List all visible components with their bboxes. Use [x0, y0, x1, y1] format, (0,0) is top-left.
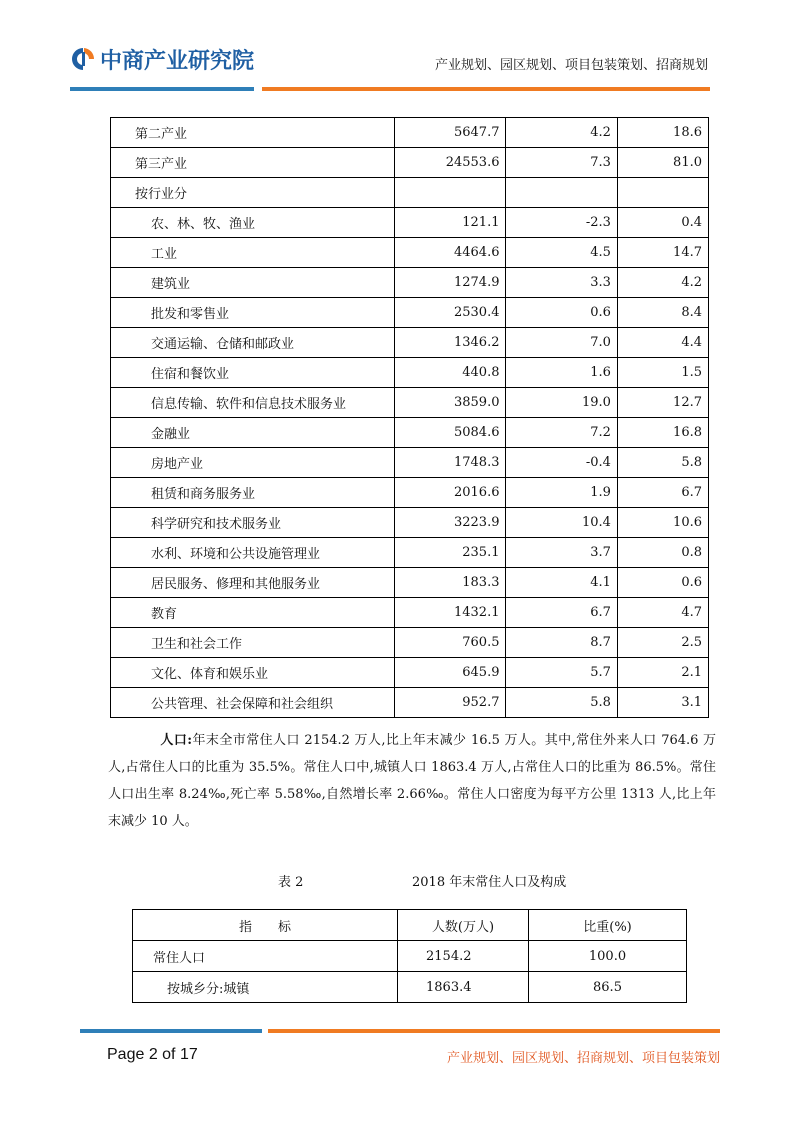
- header-indicator: 指 标: [133, 910, 398, 941]
- table-row: [111, 688, 709, 718]
- population-paragraph: [108, 727, 716, 835]
- table-row: [111, 388, 709, 418]
- table-row: [111, 478, 709, 508]
- row-share: 4.2: [617, 268, 708, 298]
- row-name: 卫生和社会工作: [111, 628, 395, 658]
- header-count: 人数(万人): [398, 910, 529, 941]
- row-value: 235.1: [395, 538, 506, 568]
- row-growth: 5.7: [506, 658, 617, 688]
- row-value: [395, 178, 506, 208]
- row-value: 760.5: [395, 628, 506, 658]
- table2-caption-label: 表 2: [278, 875, 304, 890]
- row-growth: 5.8: [506, 688, 617, 718]
- row-growth: 0.6: [506, 298, 617, 328]
- header-share: 比重(%): [529, 910, 687, 941]
- row-name: 按行业分: [111, 178, 395, 208]
- row-growth: [506, 178, 617, 208]
- table-row: [111, 268, 709, 298]
- row-value: 4464.6: [395, 238, 506, 268]
- table2-caption-title: 2018 年末常住人口及构成: [412, 875, 567, 890]
- row-count: 2154.2: [398, 941, 529, 972]
- row-growth: 3.3: [506, 268, 617, 298]
- table-row: [133, 941, 687, 972]
- row-value: 645.9: [395, 658, 506, 688]
- row-share: 6.7: [617, 478, 708, 508]
- row-growth: 4.1: [506, 568, 617, 598]
- company-logo: [70, 44, 254, 74]
- row-name: 水利、环境和公共设施管理业: [111, 538, 395, 568]
- row-name: 农、林、牧、渔业: [111, 208, 395, 238]
- row-value: 183.3: [395, 568, 506, 598]
- row-count: 1863.4: [398, 972, 529, 1003]
- row-growth: 6.7: [506, 598, 617, 628]
- table-row: [111, 328, 709, 358]
- table-row: [111, 298, 709, 328]
- row-growth: -0.4: [506, 448, 617, 478]
- table-row: [111, 208, 709, 238]
- row-name: 科学研究和技术服务业: [111, 508, 395, 538]
- table-row: [133, 972, 687, 1003]
- row-name: 公共管理、社会保障和社会组织: [111, 688, 395, 718]
- row-growth: 1.9: [506, 478, 617, 508]
- row-share: 4.4: [617, 328, 708, 358]
- table-row: [111, 508, 709, 538]
- row-name: 常住人口: [133, 941, 398, 972]
- row-growth: 4.5: [506, 238, 617, 268]
- row-share: 8.4: [617, 298, 708, 328]
- row-share: 81.0: [617, 148, 708, 178]
- row-name: 第三产业: [111, 148, 395, 178]
- logo-mark-icon: [70, 46, 96, 72]
- row-name: 居民服务、修理和其他服务业: [111, 568, 395, 598]
- table-row: [111, 358, 709, 388]
- population-table: [132, 909, 687, 1003]
- row-name: 租赁和商务服务业: [111, 478, 395, 508]
- table-row: [111, 658, 709, 688]
- row-growth: 7.0: [506, 328, 617, 358]
- row-value: 2530.4: [395, 298, 506, 328]
- header-divider-blue: [70, 87, 254, 91]
- footer-tagline: 产业规划、园区规划、招商规划、项目包装策划: [446, 1051, 720, 1066]
- row-share: 2.1: [617, 658, 708, 688]
- gdp-by-industry-table: [110, 117, 709, 718]
- row-growth: 8.7: [506, 628, 617, 658]
- row-value: 5084.6: [395, 418, 506, 448]
- row-value: 3859.0: [395, 388, 506, 418]
- row-name: 按城乡分:城镇: [133, 972, 398, 1003]
- row-share: 5.8: [617, 448, 708, 478]
- row-share: 1.5: [617, 358, 708, 388]
- row-value: 1432.1: [395, 598, 506, 628]
- row-growth: 1.6: [506, 358, 617, 388]
- row-share: 0.6: [617, 568, 708, 598]
- row-value: 2016.6: [395, 478, 506, 508]
- row-share: 0.4: [617, 208, 708, 238]
- row-share: 3.1: [617, 688, 708, 718]
- row-name: 信息传输、软件和信息技术服务业: [111, 388, 395, 418]
- table-row: [111, 598, 709, 628]
- row-share: 10.6: [617, 508, 708, 538]
- row-value: 1274.9: [395, 268, 506, 298]
- row-share: 0.8: [617, 538, 708, 568]
- row-share: 14.7: [617, 238, 708, 268]
- population-label: 人口:: [160, 733, 193, 748]
- population-text: 年末全市常住人口 2154.2 万人,比上年末减少 16.5 万人。其中,常住外来人口 764.6 万人,占常住人口的比重为 35.5%。常住人口中,城镇人口 1863.4 万人,占常住人口的比重为 86.5%。常住人口出生率 8.24‰,死亡率 5.58‰,自然增长率 2.66‰。常住人口密度为每平方公里 1313 人,比上年末减少 10 人。: [108, 733, 716, 829]
- table-row: [111, 418, 709, 448]
- header-tagline: 产业规划、园区规划、项目包装策划、招商规划: [434, 58, 708, 73]
- row-share: 86.5: [529, 972, 687, 1003]
- logo-text: 中商产业研究院: [100, 48, 255, 74]
- row-share: [617, 178, 708, 208]
- row-name: 建筑业: [111, 268, 395, 298]
- header-divider-orange: [262, 87, 710, 91]
- row-name: 工业: [111, 238, 395, 268]
- row-share: 100.0: [529, 941, 687, 972]
- row-value: 24553.6: [395, 148, 506, 178]
- table-row: [111, 448, 709, 478]
- row-growth: -2.3: [506, 208, 617, 238]
- row-share: 16.8: [617, 418, 708, 448]
- row-name: 批发和零售业: [111, 298, 395, 328]
- footer-divider-blue: [80, 1029, 262, 1033]
- row-value: 5647.7: [395, 118, 506, 148]
- row-name: 交通运输、仓储和邮政业: [111, 328, 395, 358]
- table-header-row: [133, 910, 687, 941]
- row-value: 440.8: [395, 358, 506, 388]
- table-row: [111, 238, 709, 268]
- table-row: [111, 148, 709, 178]
- row-share: 12.7: [617, 388, 708, 418]
- page-number: Page 2 of 17: [107, 1046, 198, 1063]
- row-growth: 7.2: [506, 418, 617, 448]
- row-growth: 7.3: [506, 148, 617, 178]
- row-name: 文化、体育和娱乐业: [111, 658, 395, 688]
- row-value: 1346.2: [395, 328, 506, 358]
- row-name: 住宿和餐饮业: [111, 358, 395, 388]
- row-growth: 19.0: [506, 388, 617, 418]
- table-row: [111, 538, 709, 568]
- table-row: [111, 568, 709, 598]
- row-value: 3223.9: [395, 508, 506, 538]
- row-growth: 3.7: [506, 538, 617, 568]
- table-row: [111, 628, 709, 658]
- row-growth: 10.4: [506, 508, 617, 538]
- row-name: 第二产业: [111, 118, 395, 148]
- row-growth: 4.2: [506, 118, 617, 148]
- row-name: 教育: [111, 598, 395, 628]
- row-share: 2.5: [617, 628, 708, 658]
- table-row: [111, 118, 709, 148]
- row-value: 952.7: [395, 688, 506, 718]
- row-name: 金融业: [111, 418, 395, 448]
- row-share: 4.7: [617, 598, 708, 628]
- row-value: 121.1: [395, 208, 506, 238]
- footer-divider-orange: [268, 1029, 720, 1033]
- row-name: 房地产业: [111, 448, 395, 478]
- row-share: 18.6: [617, 118, 708, 148]
- row-value: 1748.3: [395, 448, 506, 478]
- table-row: [111, 178, 709, 208]
